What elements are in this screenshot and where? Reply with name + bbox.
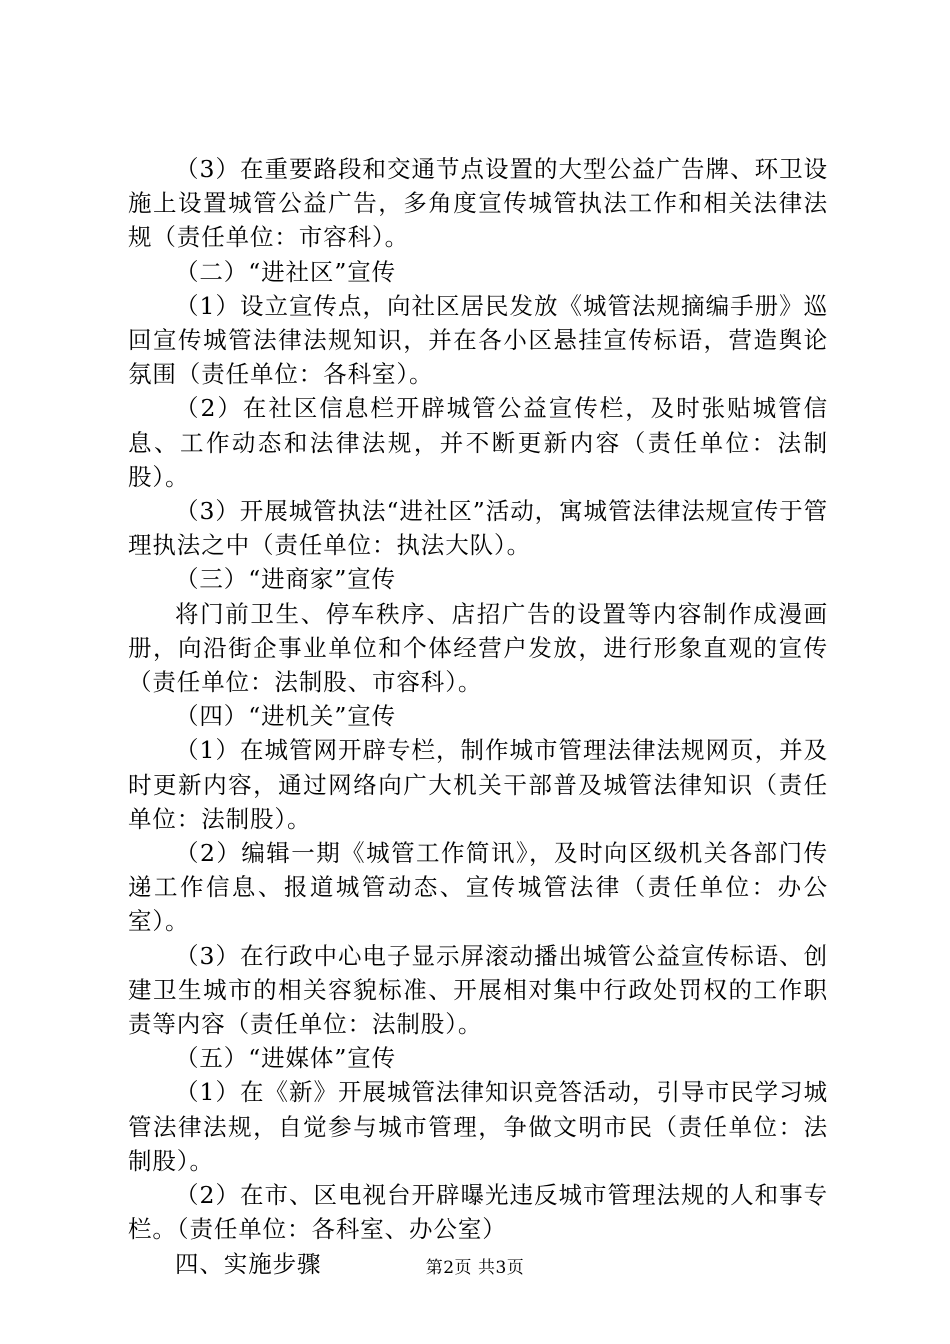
paragraph: （1）在城管网开辟专栏，制作城市管理法律法规网页，并及时更新内容，通过网络向广大机关干部普及城管法律知识（责任单位：法制股）。 [128,736,828,833]
paragraph: （2）在社区信息栏开辟城管公益宣传栏，及时张贴城管信息、工作动态和法律法规，并不断更新内容（责任单位：法制股）。 [128,394,828,491]
section-heading: （四）“进机关”宣传 [175,702,397,731]
paragraph: （3）在行政中心电子显示屏滚动播出城管公益宣传标语、创建卫生城市的相关容貌标准、开展相对集中行政处罚权的工作职责等内容（责任单位：法制股）。 [128,941,828,1039]
paragraph: （1）设立宣传点，向社区居民发放《城管法规摘编手册》巡回宣传城管法律法规知识，并在各小区悬挂宣传标语，营造舆论氛围（责任单位：各科室）。 [128,291,828,389]
paragraph: （1）在《新》开展城管法律知识竞答活动，引导市民学习城管法律法规，自觉参与城市管理，争做文明市民（责任单位：法制股）。 [128,1078,828,1175]
section-heading: （五）“进媒体”宣传 [175,1044,397,1073]
page-number: 第2页 共3页 [425,1258,525,1278]
paragraph: （2）编辑一期《城管工作简讯》，及时向区级机关各部门传递工作信息、报道城管动态、宣传城管法律（责任单位：办公室）。 [128,839,828,936]
page-footer [0,1257,950,1279]
section-heading: （二）“进社区”宣传 [175,257,397,286]
section-heading: 四、实施步骤 [175,1249,322,1278]
paragraph: （2）在市、区电视台开辟曝光违反城市管理法规的人和事专栏。（责任单位：各科室、办公室） [128,1181,828,1244]
section-heading: （三）“进商家”宣传 [175,565,397,594]
paragraph: 将门前卫生、停车秩序、店招广告的设置等内容制作成漫画册，向沿街企事业单位和个体经营户发放，进行形象直观的宣传（责任单位：法制股、市容科）。 [128,599,828,697]
paragraph: （3）开展城管执法“进社区”活动，寓城管法律法规宣传于管理执法之中（责任单位：执法大队）。 [128,497,828,560]
paragraph: （3）在重要路段和交通节点设置的大型公益广告牌、环卫设施上设置城管公益广告，多角度宣传城管执法工作和相关法律法规（责任单位：市容科）。 [128,155,828,252]
document-body [128,152,828,1281]
